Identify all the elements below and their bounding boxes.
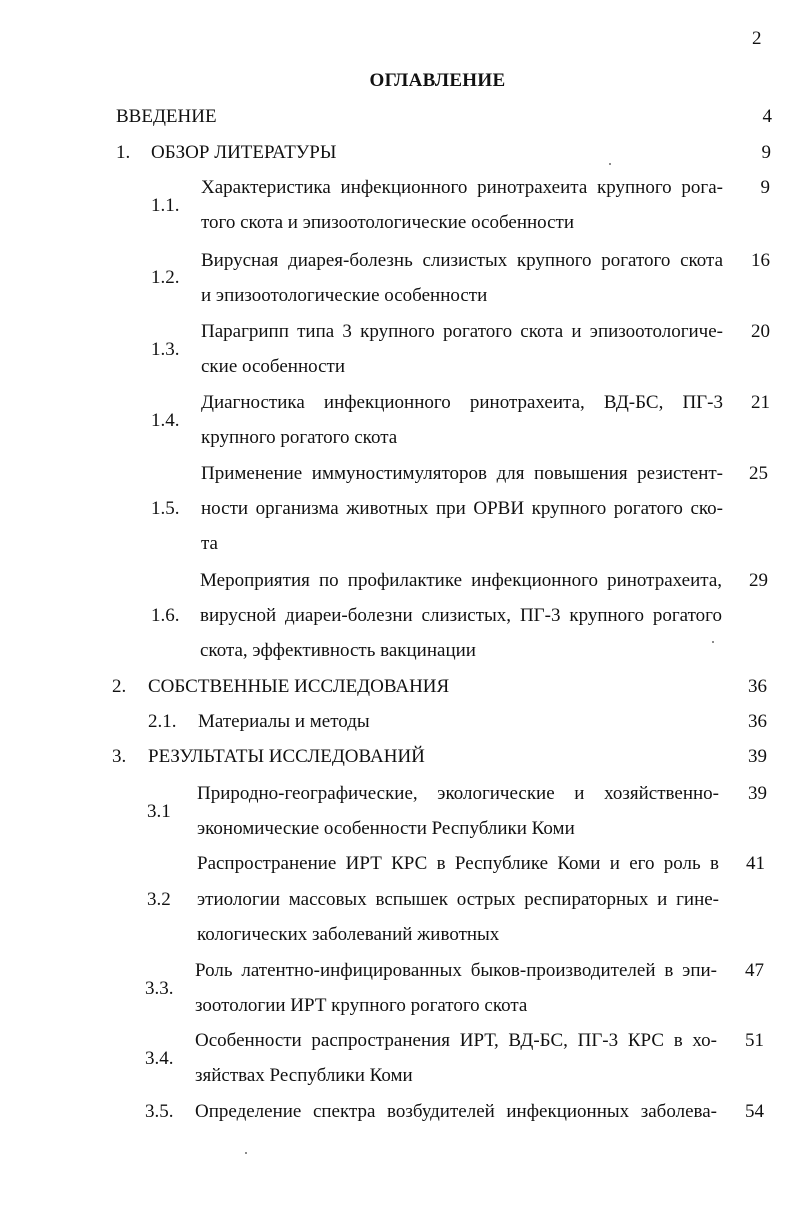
toc-page: 20 <box>751 321 770 342</box>
toc-label-line: Определение спектра возбудителей инфекционных заболева- <box>195 1101 717 1122</box>
toc-label-line: Вирусная диарея-болезнь слизистых крупного рогатого скота <box>201 250 723 271</box>
toc-label: Материалы и методы <box>198 711 370 732</box>
scan-speck <box>245 1152 247 1154</box>
page-title: ОГЛАВЛЕНИЕ <box>369 70 506 91</box>
toc-label-line: Характеристика инфекционного ринотрахеита крупного рога- <box>201 177 723 198</box>
toc-label-line: Особенности распространения ИРТ, ВД-БС, ПГ-3 КРС в хо- <box>195 1030 717 1051</box>
page-number: 2 <box>752 28 762 49</box>
toc-label: СОБСТВЕННЫЕ ИССЛЕДОВАНИЯ <box>148 676 450 697</box>
toc-label-line: Применение иммуностимуляторов для повышения резистент- <box>201 463 723 484</box>
toc-page: 9 <box>760 177 770 198</box>
toc-number: 1. <box>116 142 131 163</box>
toc-label-line: Распространение ИРТ КРС в Республике Коми и его роль в <box>197 853 719 874</box>
toc-page: 9 <box>761 142 771 163</box>
toc-label-line: скота, эффективность вакцинации <box>200 640 476 661</box>
toc-label: РЕЗУЛЬТАТЫ ИССЛЕДОВАНИЙ <box>148 746 425 767</box>
toc-number: 3.5. <box>145 1101 174 1122</box>
toc-number: 1.5. <box>151 498 180 519</box>
toc-label-line: Роль латентно-инфицированных быков-производителей в эпи- <box>195 960 717 981</box>
toc-label-line: крупного рогатого скота <box>201 427 398 448</box>
toc-label-line: Мероприятия по профилактике инфекционного ринотрахеита, <box>200 570 722 591</box>
toc-page: 41 <box>746 853 765 874</box>
toc-number: 3.2 <box>147 889 171 910</box>
toc-page: 21 <box>751 392 770 413</box>
toc-number: 3.3. <box>145 978 174 999</box>
toc-page: 54 <box>745 1101 764 1122</box>
toc-number: 1.2. <box>151 267 180 288</box>
toc-label-line: этиологии массовых вспышек острых респираторных и гине- <box>197 889 719 910</box>
toc-page: 51 <box>745 1030 764 1051</box>
toc-page: 16 <box>751 250 770 271</box>
toc-page: 29 <box>749 570 768 591</box>
toc-number: 1.6. <box>151 605 180 626</box>
toc-label-line: зоотологии ИРТ крупного рогатого скота <box>195 995 528 1016</box>
toc-label-line: экономические особенности Республики Коми <box>197 818 575 839</box>
toc-number: 1.1. <box>151 195 180 216</box>
scan-speck <box>712 641 714 643</box>
toc-page: 39 <box>748 783 767 804</box>
toc-number: 1.3. <box>151 339 180 360</box>
toc-label-line: Парагрипп типа 3 крупного рогатого скота и эпизоотологиче- <box>201 321 723 342</box>
toc-number: 3. <box>112 746 127 767</box>
toc-number: 3.4. <box>145 1048 174 1069</box>
toc-page: 4 <box>762 106 772 127</box>
toc-page: 47 <box>745 960 764 981</box>
toc-label-line: та <box>201 533 218 554</box>
toc-number: 2. <box>112 676 127 697</box>
toc-label-line: Диагностика инфекционного ринотрахеита, ВД-БС, ПГ-3 <box>201 392 723 413</box>
toc-label: ОБЗОР ЛИТЕРАТУРЫ <box>151 142 337 163</box>
toc-label: ВВЕДЕНИЕ <box>116 106 217 127</box>
toc-number: 2.1. <box>148 711 177 732</box>
toc-label-line: кологических заболеваний животных <box>197 924 500 945</box>
toc-number: 3.1 <box>147 801 171 822</box>
toc-label-line: зяйствах Республики Коми <box>195 1065 413 1086</box>
toc-page: 25 <box>749 463 768 484</box>
toc-label-line: ности организма животных при ОРВИ крупного рогатого ско- <box>201 498 723 519</box>
toc-label-line: ские особенности <box>201 356 345 377</box>
scan-speck <box>609 163 611 165</box>
toc-label-line: того скота и эпизоотологические особенности <box>201 212 575 233</box>
toc-page: 36 <box>748 711 767 732</box>
toc-number: 1.4. <box>151 410 180 431</box>
toc-page: 36 <box>748 676 767 697</box>
toc-page: 39 <box>748 746 767 767</box>
toc-label-line: и эпизоотологические особенности <box>201 285 488 306</box>
toc-label-line: Природно-географические, экологические и хозяйственно- <box>197 783 719 804</box>
toc-label-line: вирусной диареи-болезни слизистых, ПГ-3 крупного рогатого <box>200 605 722 626</box>
